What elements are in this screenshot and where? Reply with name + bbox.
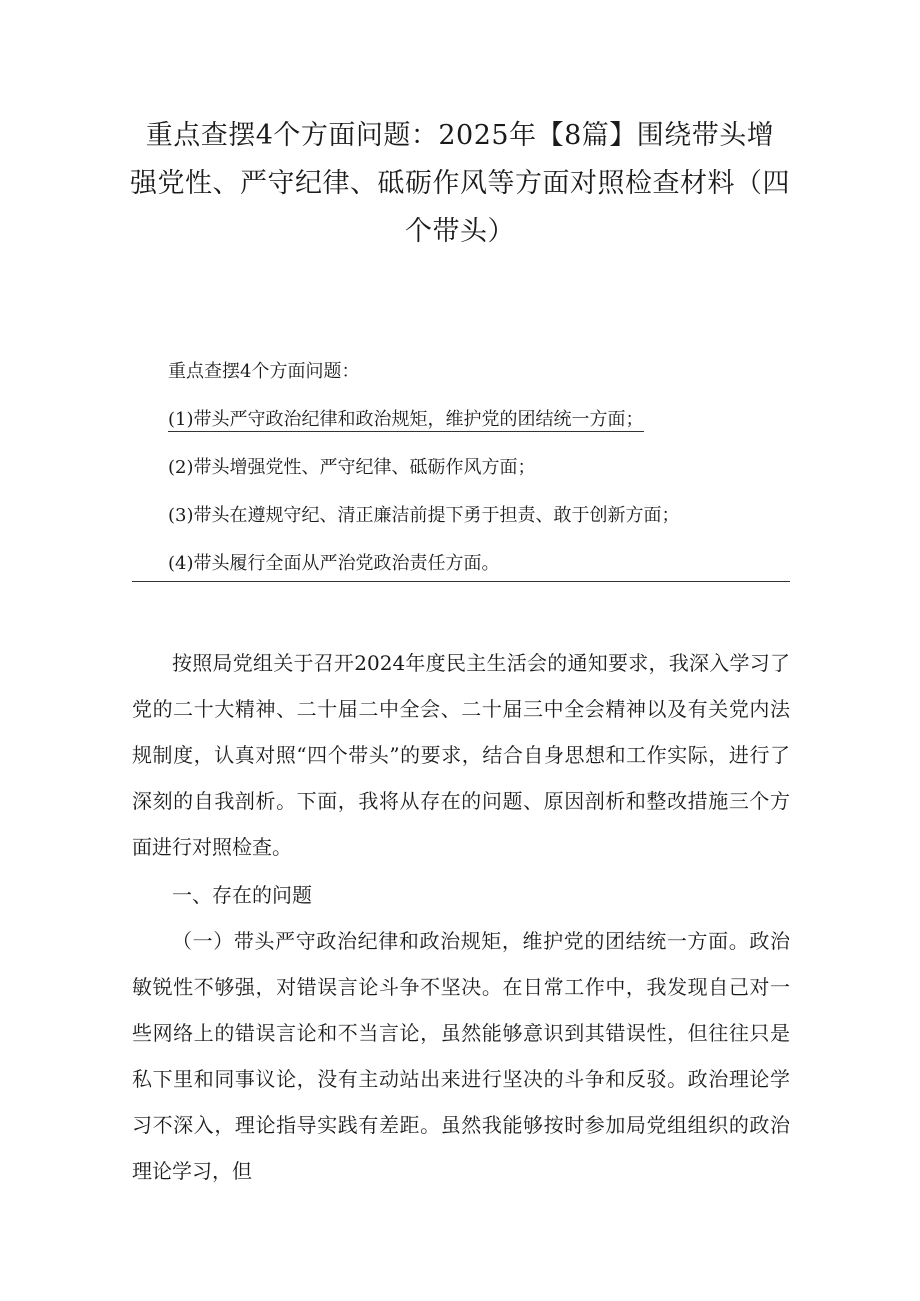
summary-item: (2)带头增强党性、严守纪律、砥砺作风方面； xyxy=(168,457,536,478)
document-title xyxy=(130,112,790,256)
document-body xyxy=(132,640,790,1194)
title-line: 个带头） xyxy=(405,216,515,247)
section-heading: 一、存在的问题 xyxy=(172,883,312,907)
title-line: 强党性、严守纪律、砥砺作风等方面对照检查材料（四 xyxy=(130,168,790,199)
summary-item: (1)带头严守政治纪律和政治规矩，维护党的团结统一方面； xyxy=(168,409,644,430)
summary-item: (3)带头在遵规守纪、清正廉洁前提下勇于担责、敢于创新方面； xyxy=(168,505,680,526)
horizontal-divider xyxy=(132,581,790,582)
summary-item: (4)带头履行全面从严治党政治责任方面。 xyxy=(168,553,500,574)
title-line: 重点查摆4个方面问题：2025年【8篇】围绕带头增 xyxy=(145,120,775,151)
body-paragraph: （一）带头严守政治纪律和政治规矩，维护党的团结统一方面。政治敏锐性不够强，对错误言论斗争不坚决。在日常工作中，我发现自己对一些网络上的错误言论和不当言论，虽然能够意识到其错误性，但往往只是私下里和同事议论，没有主动站出来进行坚决的斗争和反驳。政治理论学习不深入，理论指导实践有差距。虽然我能够按时参加局党组组织的政治理论学习，但 xyxy=(132,929,790,1183)
body-paragraph: 按照局党组关于召开2024年度民主生活会的通知要求，我深入学习了党的二十大精神、二十届二中全会、二十届三中全会精神以及有关党内法规制度，认真对照“四个带头”的要求，结合自身思想和工作实际，进行了深刻的自我剖析。下面，我将从存在的问题、原因剖析和整改措施三个方面进行对照检查。 xyxy=(132,651,790,859)
summary-heading: 重点查摆4个方面问题： xyxy=(168,361,360,382)
summary-block xyxy=(168,356,768,596)
